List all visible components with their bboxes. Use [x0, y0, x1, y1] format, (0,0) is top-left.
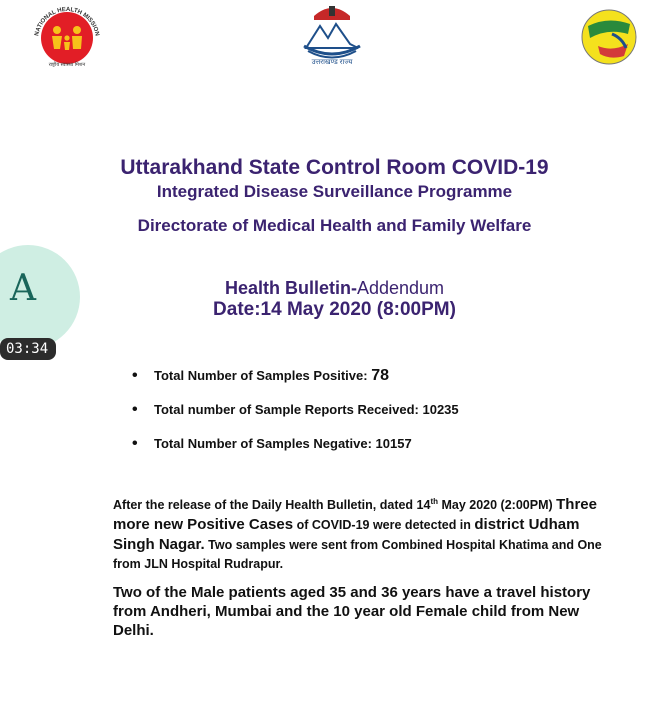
para-text: Two samples were sent from Combined Hospital Khatima and One from JLN Hospital Rudrapur.	[113, 538, 602, 572]
overlay-badge-letter: A	[10, 268, 36, 309]
stat-value: 10157	[375, 436, 412, 451]
overlay-timer: 03:34	[0, 338, 56, 360]
para-text: of COVID-19 were detected in	[293, 518, 475, 533]
bulletin-title-addendum: Addendum	[356, 278, 445, 298]
stat-label: Total Number of Samples Positive:	[154, 368, 372, 383]
update-paragraph	[113, 492, 613, 574]
bulletin-title-main: Health Bulletin-	[224, 278, 357, 298]
stat-reports-received	[132, 400, 459, 434]
district-highlight: district Udham Singh Nagar.	[113, 516, 580, 554]
state-caption: उत्तराखण्ड राज्य	[311, 59, 353, 66]
stat-value: 10235	[422, 402, 459, 417]
stat-label: Total Number of Samples Negative:	[154, 436, 376, 451]
directorate-subtitle: Directorate of Medical Health and Family Welfare	[137, 216, 532, 235]
national-health-mission-logo	[26, 2, 108, 68]
globe-logo	[578, 8, 640, 66]
para-text: May 2020 (2:00PM)	[438, 498, 557, 513]
nhm-ring-text: NATIONAL HEALTH MISSION	[34, 6, 100, 37]
uttarakhand-state-emblem	[296, 2, 368, 68]
stats-list	[132, 366, 459, 468]
nhm-caption: राष्ट्रीय स्वास्थ्य मिशन	[48, 62, 86, 68]
stat-value: 78	[371, 367, 389, 384]
new-cases-highlight: Three more new Positive Cases	[113, 496, 597, 534]
travel-history-paragraph: Two of the Male patients aged 35 and 36 years have a travel history from Andheri, Mumbai and the 10 year old Female child from New Delhi.	[113, 584, 591, 639]
stat-samples-negative	[132, 434, 459, 468]
bulletin-title	[0, 278, 669, 299]
bulletin-date: Date:14 May 2020 (8:00PM)	[213, 299, 456, 320]
programme-subtitle: Integrated Disease Surveillance Programme	[156, 182, 513, 201]
ordinal-suffix: th	[430, 497, 439, 506]
stat-samples-positive	[132, 366, 459, 400]
page-title: Uttarakhand State Control Room COVID-19	[120, 156, 549, 179]
stat-label: Total number of Sample Reports Received:	[154, 402, 423, 417]
para-text: After the release of the Daily Health Bulletin, dated 14	[113, 498, 431, 513]
